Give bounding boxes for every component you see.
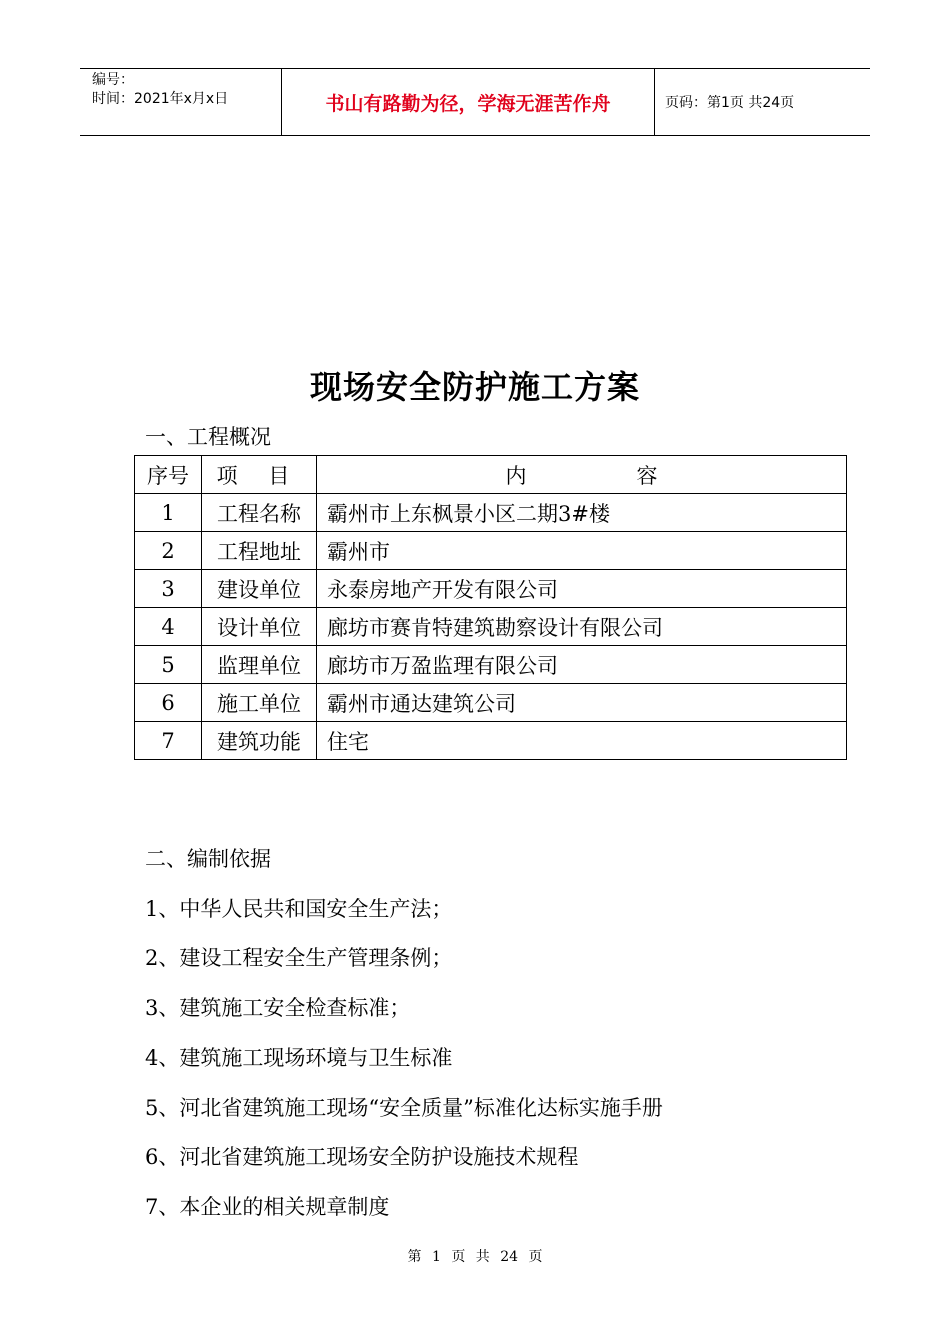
row-content: 廊坊市万盈监理有限公司 [317,646,847,684]
row-item: 建设单位 [202,570,317,608]
row-content: 住宅 [317,722,847,760]
col-header-content: 内容 [317,456,847,494]
project-overview-table [134,455,847,760]
row-content: 永泰房地产开发有限公司 [317,570,847,608]
row-content: 霸州市通达建筑公司 [317,684,847,722]
header-motto: 书山有路勤为径，学海无涯苦作舟 [282,69,655,135]
row-no: 4 [135,608,202,646]
table-row [135,722,847,760]
basis-item: 7、本企业的相关规章制度 [145,1195,390,1219]
footer-text: 共 [475,1249,490,1265]
section1-heading: 一、工程概况 [145,425,271,449]
row-no: 7 [135,722,202,760]
table-row [135,570,847,608]
basis-item: 3、建筑施工安全检查标准； [145,996,411,1020]
row-item: 建筑功能 [202,722,317,760]
footer-page-number: 1 [431,1249,441,1265]
row-item: 工程名称 [202,494,317,532]
header-meta [80,69,282,135]
table-row [135,532,847,570]
table-row [135,646,847,684]
basis-item: 4、建筑施工现场环境与卫生标准 [145,1046,453,1070]
col-header-item: 项 目 [202,456,317,494]
table-row [135,494,847,532]
row-item: 施工单位 [202,684,317,722]
page-header [80,68,870,136]
basis-item: 5、河北省建筑施工现场“安全质量”标准化达标实施手册 [145,1096,663,1120]
basis-item: 1、中华人民共和国安全生产法； [145,897,453,921]
table-row [135,684,847,722]
row-no: 3 [135,570,202,608]
row-no: 6 [135,684,202,722]
row-no: 1 [135,494,202,532]
section2-heading: 二、编制依据 [145,847,271,871]
basis-item: 6、河北省建筑施工现场安全防护设施技术规程 [145,1145,579,1169]
row-item: 监理单位 [202,646,317,684]
footer-text: 页 [528,1249,543,1265]
basis-item: 2、建设工程安全生产管理条例； [145,946,453,970]
page-footer [0,1246,950,1266]
row-no: 2 [135,532,202,570]
row-content: 廊坊市赛肯特建筑勘察设计有限公司 [317,608,847,646]
table-row [135,608,847,646]
row-content: 霸州市上东枫景小区二期3#楼 [317,494,847,532]
footer-text: 第 [407,1249,422,1265]
document-title: 现场安全防护施工方案 [309,368,640,406]
col-header-no: 序号 [135,456,202,494]
row-item: 工程地址 [202,532,317,570]
header-time-label: 时间：2021年x月x日 [92,91,229,107]
footer-total-pages: 24 [500,1249,519,1265]
header-page-info: 页码：第1页 共24页 [665,95,795,111]
row-content: 霸州市 [317,532,847,570]
row-no: 5 [135,646,202,684]
row-item: 设计单位 [202,608,317,646]
table-header-row [135,456,847,494]
header-number-label: 编号： [92,72,134,88]
footer-text: 页 [451,1249,466,1265]
